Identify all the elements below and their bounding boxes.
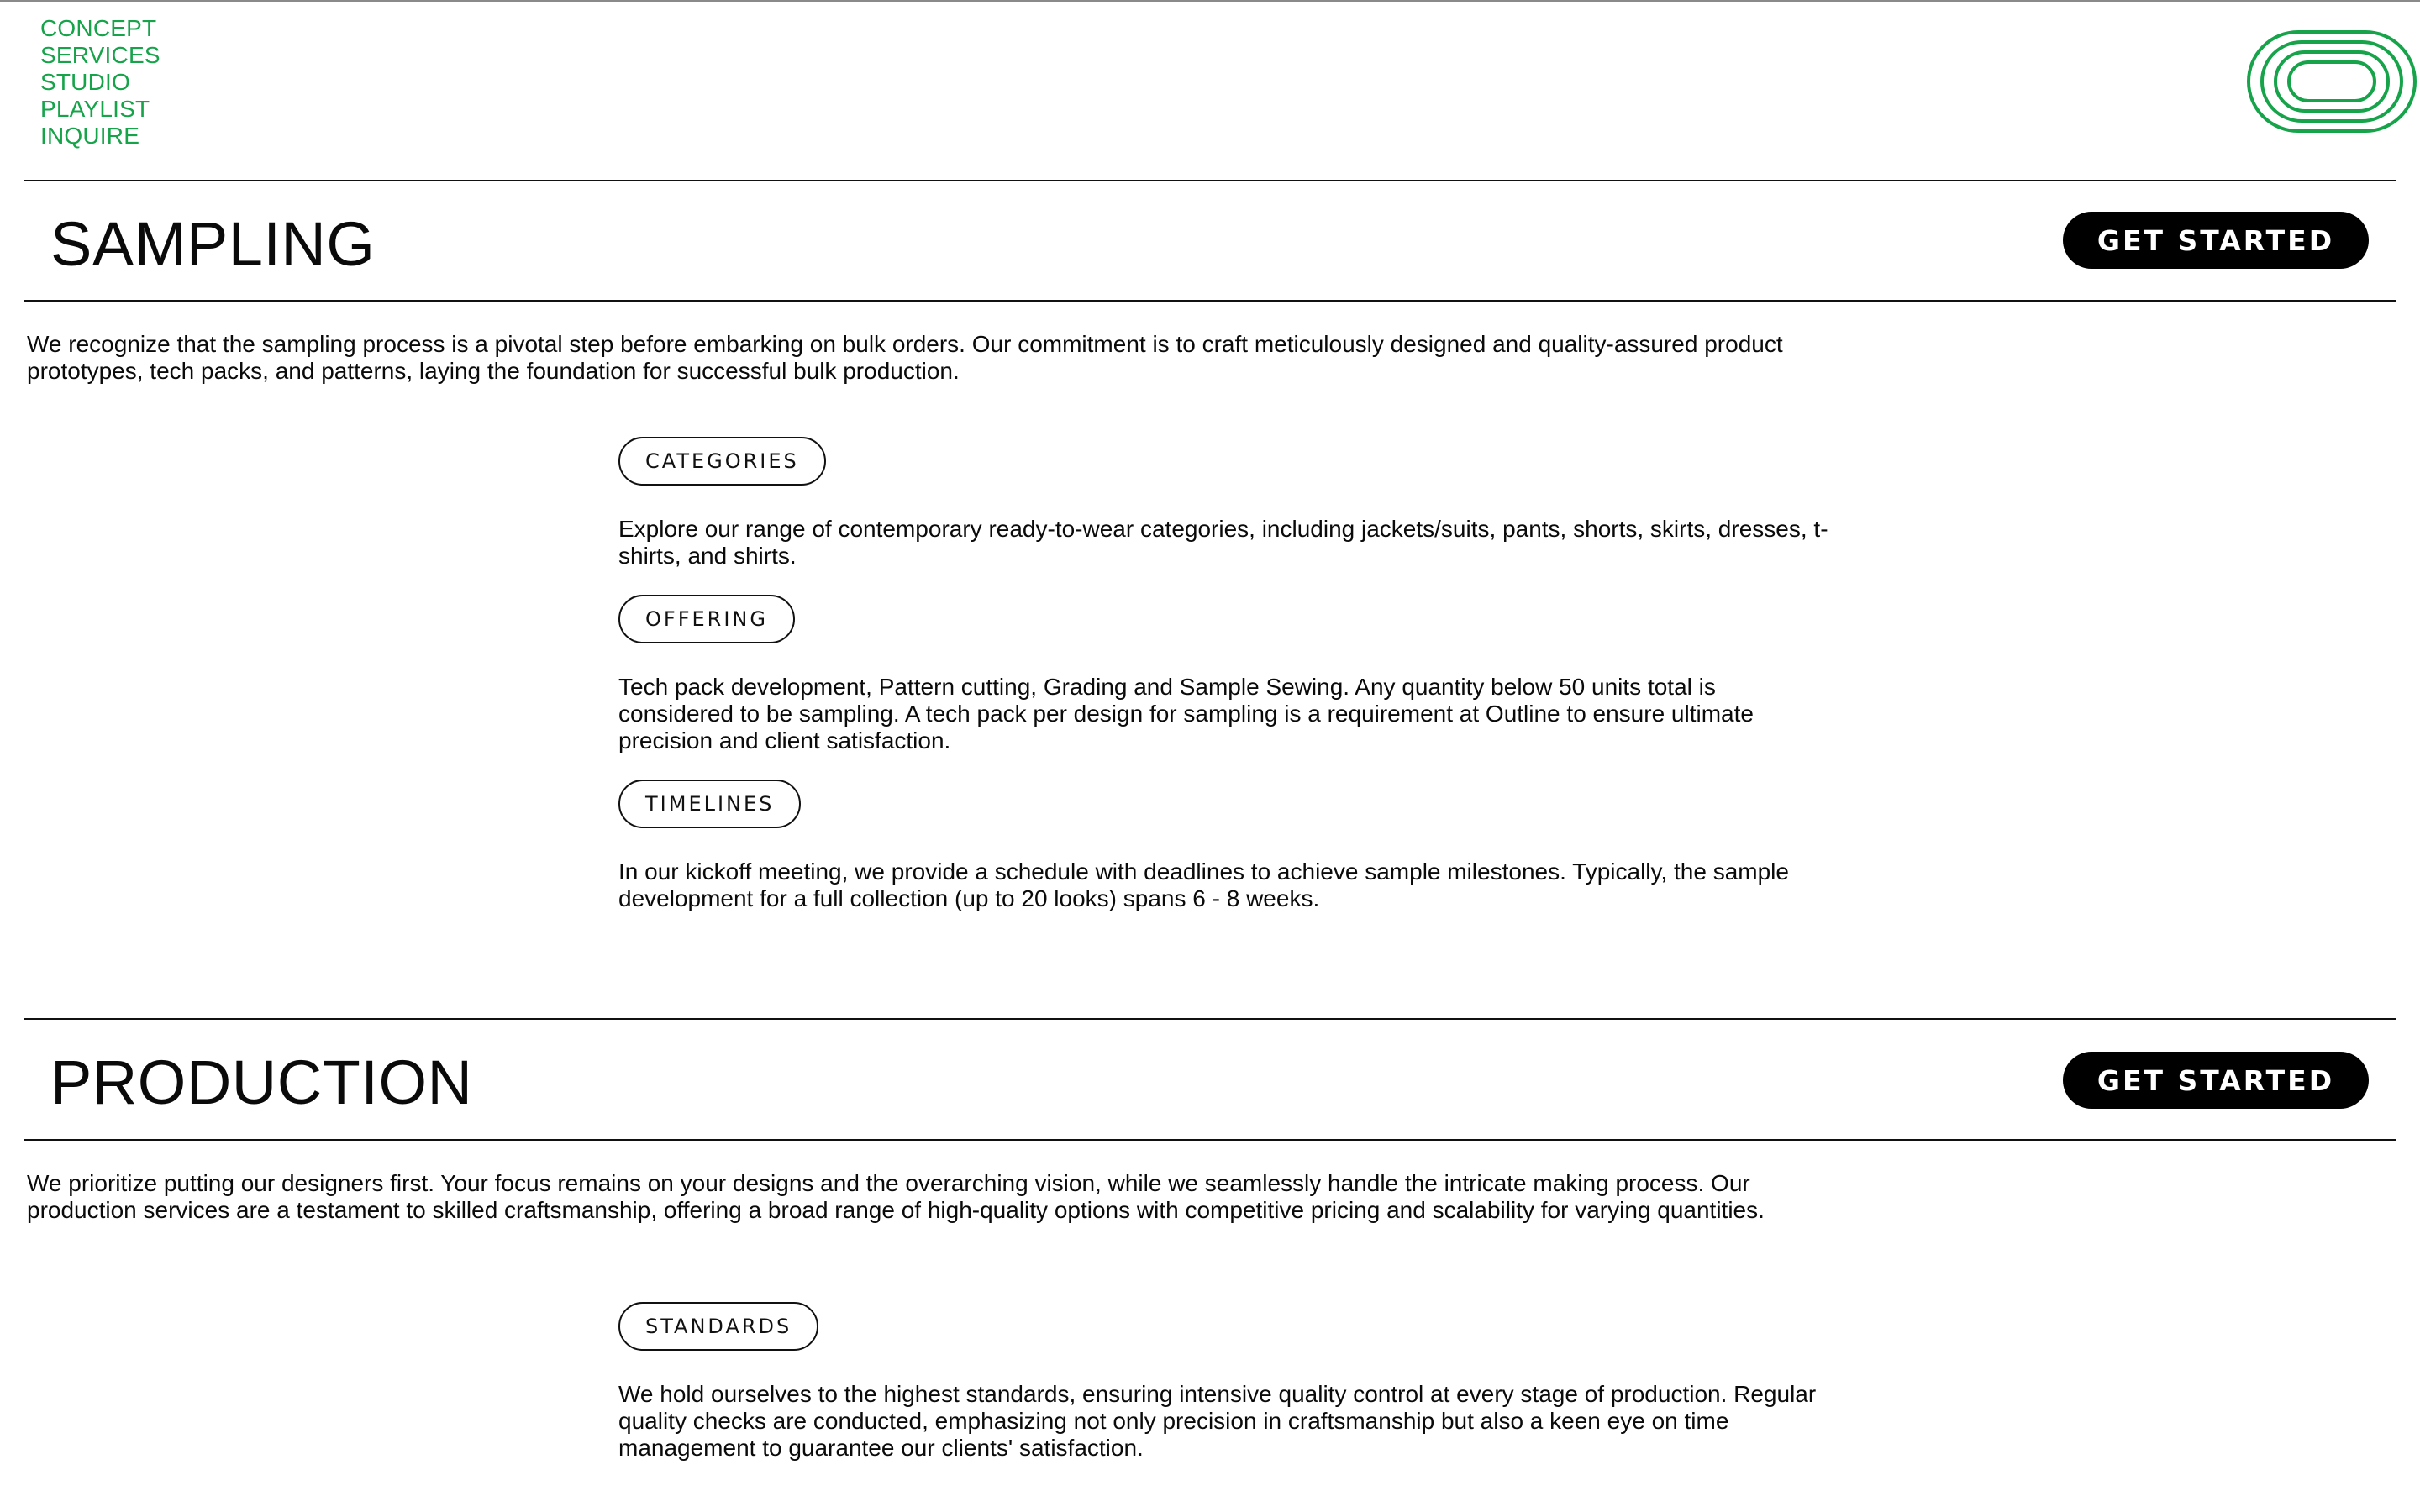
categories-text: Explore our range of contemporary ready-to-wear categories, including jackets/suits, pants, shorts, skirts, dresses, t-shirts, and shirts.	[618, 516, 1828, 569]
offering-text: Tech pack development, Pattern cutting, Grading and Sample Sewing. Any quantity below 50 units total is considered to be sampling. A tech pack per design for sampling is a requirement at Outline to ensure ultimate precision and client satisfaction.	[618, 674, 1754, 753]
sampling-title: SAMPLING	[50, 209, 376, 279]
sampling-get-started-button[interactable]: GET STARTED	[2063, 212, 2369, 269]
standards-text: We hold ourselves to the highest standards, ensuring intensive quality control at every stage of production. Regular quality checks are conducted, emphasizing not only precision in craftsmanship but also a keen eye on time management to guarantee our clients' satisfaction.	[618, 1381, 1817, 1461]
timelines-text: In our kickoff meeting, we provide a schedule with deadlines to achieve sample milestones. Typically, the sample development for a full collection (up to 20 looks) spans 6 - 8 weeks.	[618, 858, 1789, 911]
offering-pill[interactable]: OFFERING	[618, 595, 795, 643]
section-divider	[24, 1139, 2396, 1141]
production-title: PRODUCTION	[50, 1047, 473, 1117]
main-nav	[40, 15, 160, 150]
nav-link-playlist[interactable]: PLAYLIST	[40, 96, 150, 122]
standards-pill[interactable]: STANDARDS	[618, 1302, 818, 1351]
top-border	[0, 0, 2420, 2]
timelines-pill[interactable]: TIMELINES	[618, 780, 801, 828]
nav-link-inquire[interactable]: INQUIRE	[40, 123, 140, 149]
brand-logo-icon[interactable]	[2245, 29, 2418, 134]
nav-link-concept[interactable]: CONCEPT	[40, 15, 157, 41]
section-divider	[24, 180, 2396, 181]
production-intro: We prioritize putting our designers first. Your focus remains on your designs and the overarching vision, while we seamlessly handle the intricate making process. Our production services are a testament to skilled craftsmanship, offering a broad range of high-quality options with competitive pricing and scalability for varying quantities.	[27, 1170, 1765, 1223]
section-divider	[24, 300, 2396, 302]
sampling-intro: We recognize that the sampling process is a pivotal step before embarking on bulk orders. Our commitment is to craft meticulously designed and quality-assured product prototypes, tech packs, and patterns, laying the foundation for successful bulk production.	[27, 331, 1783, 384]
nav-link-studio[interactable]: STUDIO	[40, 69, 130, 95]
production-get-started-button[interactable]: GET STARTED	[2063, 1052, 2369, 1109]
nav-link-services[interactable]: SERVICES	[40, 42, 160, 68]
section-divider	[24, 1018, 2396, 1020]
categories-pill[interactable]: CATEGORIES	[618, 437, 826, 486]
